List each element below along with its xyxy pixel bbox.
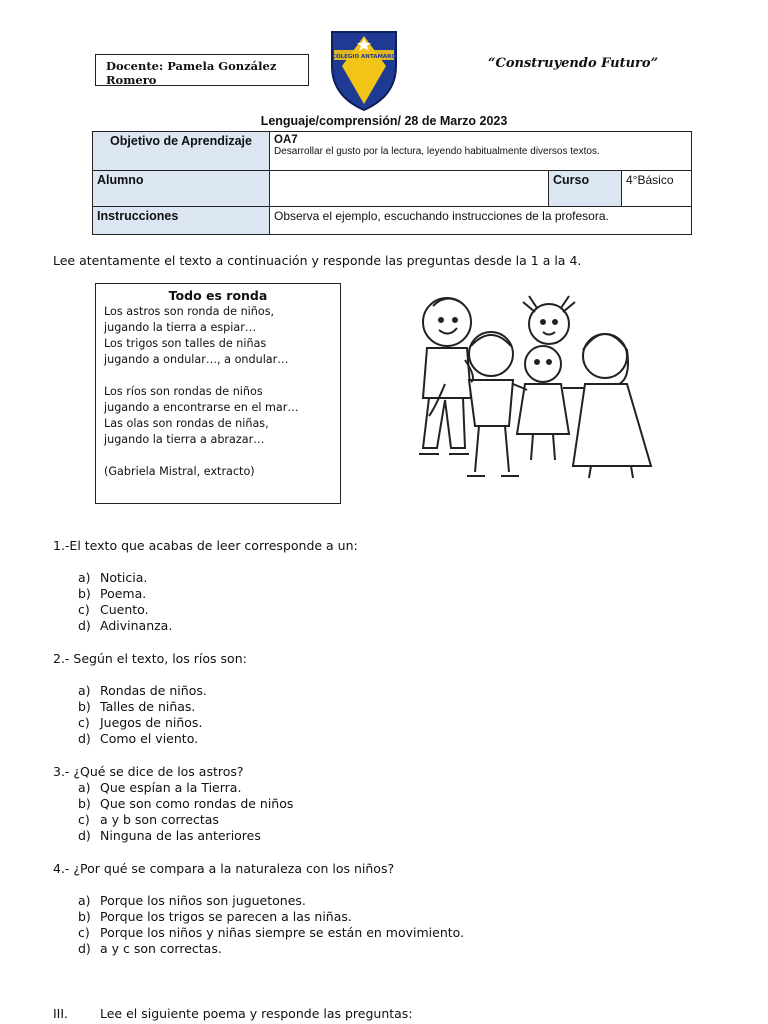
option-letter: b) — [78, 586, 91, 601]
option-text: Porque los niños y niñas siempre se están en movimiento. — [100, 925, 465, 940]
option-letter: c) — [78, 602, 90, 617]
option-letter: d) — [78, 618, 91, 633]
option-text: Rondas de niños. — [100, 683, 207, 698]
option[interactable] — [78, 699, 207, 715]
option-text: Talles de niñas. — [100, 699, 196, 714]
school-logo — [328, 26, 400, 112]
children-circle-illustration — [405, 288, 663, 490]
option-text: Porque los niños son juguetones. — [100, 893, 306, 908]
info-table — [92, 131, 692, 235]
poem-box — [95, 283, 341, 504]
instructions-label: Instrucciones — [93, 207, 270, 235]
question-4: 4.- ¿Por qué se compara a la naturaleza con los niños? — [53, 861, 395, 876]
option-letter: d) — [78, 731, 91, 746]
option[interactable] — [78, 909, 464, 925]
option[interactable] — [78, 893, 464, 909]
option-text: Noticia. — [100, 570, 148, 585]
poem-line: Las olas son rondas de niñas, — [104, 417, 269, 430]
poem-stanza-1 — [104, 304, 332, 368]
option[interactable] — [78, 780, 293, 796]
poem-line: Los astros son ronda de niños, — [104, 305, 275, 318]
option-letter: a) — [78, 893, 91, 908]
option-text: Que son como rondas de niños — [100, 796, 294, 811]
intro-text: Lee atentamente el texto a continuación y responde las preguntas desde la 1 a la 4. — [53, 253, 582, 268]
student-field[interactable] — [270, 171, 549, 207]
option-text: Que espían a la Tierra. — [100, 780, 242, 795]
objective-code: OA7 — [274, 134, 298, 146]
option[interactable] — [78, 812, 293, 828]
section-number: III. — [53, 1006, 69, 1021]
option-letter: c) — [78, 812, 90, 827]
option-text: Ninguna de las anteriores — [100, 828, 261, 843]
section-3-heading — [53, 1006, 413, 1021]
option-letter: d) — [78, 828, 91, 843]
option-letter: c) — [78, 925, 90, 940]
option[interactable] — [78, 715, 207, 731]
question-4-options — [78, 893, 464, 957]
option[interactable] — [78, 925, 464, 941]
option[interactable] — [78, 731, 207, 747]
section-text: Lee el siguiente poema y responde las preguntas: — [100, 1006, 413, 1021]
option-letter: a) — [78, 683, 91, 698]
option-text: Cuento. — [100, 602, 149, 617]
option[interactable] — [78, 683, 207, 699]
objective-cell — [270, 132, 692, 171]
poem-title: Todo es ronda — [168, 288, 268, 303]
option-letter: b) — [78, 796, 91, 811]
question-3-options — [78, 780, 293, 844]
poem-line: jugando la tierra a espiar… — [104, 321, 257, 334]
question-1-options — [78, 570, 172, 634]
option-text: Poema. — [100, 586, 147, 601]
objective-label: Objetivo de Aprendizaje — [93, 132, 270, 171]
option-letter: b) — [78, 699, 91, 714]
option[interactable] — [78, 828, 293, 844]
poem-stanza-2 — [104, 384, 332, 448]
objective-text: Desarrollar el gusto por la lectura, leyendo habitualmente diversos textos. — [274, 146, 600, 157]
option-text: a y c son correctas. — [100, 941, 222, 956]
course-value: 4°Básico — [622, 171, 692, 207]
option[interactable] — [78, 570, 172, 586]
option-letter: b) — [78, 909, 91, 924]
option[interactable] — [78, 602, 172, 618]
option-text: Como el viento. — [100, 731, 199, 746]
option-letter: c) — [78, 715, 90, 730]
poem-source: (Gabriela Mistral, extracto) — [104, 465, 255, 478]
question-2-options — [78, 683, 207, 747]
option-text: a y b son correctas — [100, 812, 219, 827]
question-3: 3.- ¿Qué se dice de los astros? — [53, 764, 244, 779]
poem-line: jugando a ondular…, a ondular… — [104, 353, 289, 366]
teacher-box — [95, 54, 309, 86]
school-motto: “Construyendo Futuro” — [488, 56, 659, 71]
option-text: Juegos de niños. — [100, 715, 203, 730]
instructions-text: Observa el ejemplo, escuchando instrucciones de la profesora. — [270, 207, 692, 235]
option[interactable] — [78, 796, 293, 812]
poem-line: Los ríos son rondas de niños — [104, 385, 263, 398]
poem-line: jugando a encontrarse en el mar… — [104, 401, 299, 414]
option[interactable] — [78, 586, 172, 602]
teacher-name: Docente: Pamela González Romero — [106, 59, 277, 86]
option[interactable] — [78, 618, 172, 634]
option-letter: d) — [78, 941, 91, 956]
course-label: Curso — [549, 171, 622, 207]
document-title: Lenguaje/comprensión/ 28 de Marzo 2023 — [260, 114, 508, 128]
student-label: Alumno — [93, 171, 270, 207]
option-text: Adivinanza. — [100, 618, 173, 633]
poem-line: Los trigos son talles de niñas — [104, 337, 267, 350]
option-letter: a) — [78, 570, 91, 585]
option-letter: a) — [78, 780, 91, 795]
question-2: 2.- Según el texto, los ríos son: — [53, 651, 247, 666]
question-1: 1.-El texto que acabas de leer corresponde a un: — [53, 538, 358, 553]
poem-line: jugando la tierra a abrazar… — [104, 433, 265, 446]
option[interactable] — [78, 941, 464, 957]
logo-text: COLEGIO ANTAMARO — [331, 54, 397, 60]
option-text: Porque los trigos se parecen a las niñas. — [100, 909, 352, 924]
